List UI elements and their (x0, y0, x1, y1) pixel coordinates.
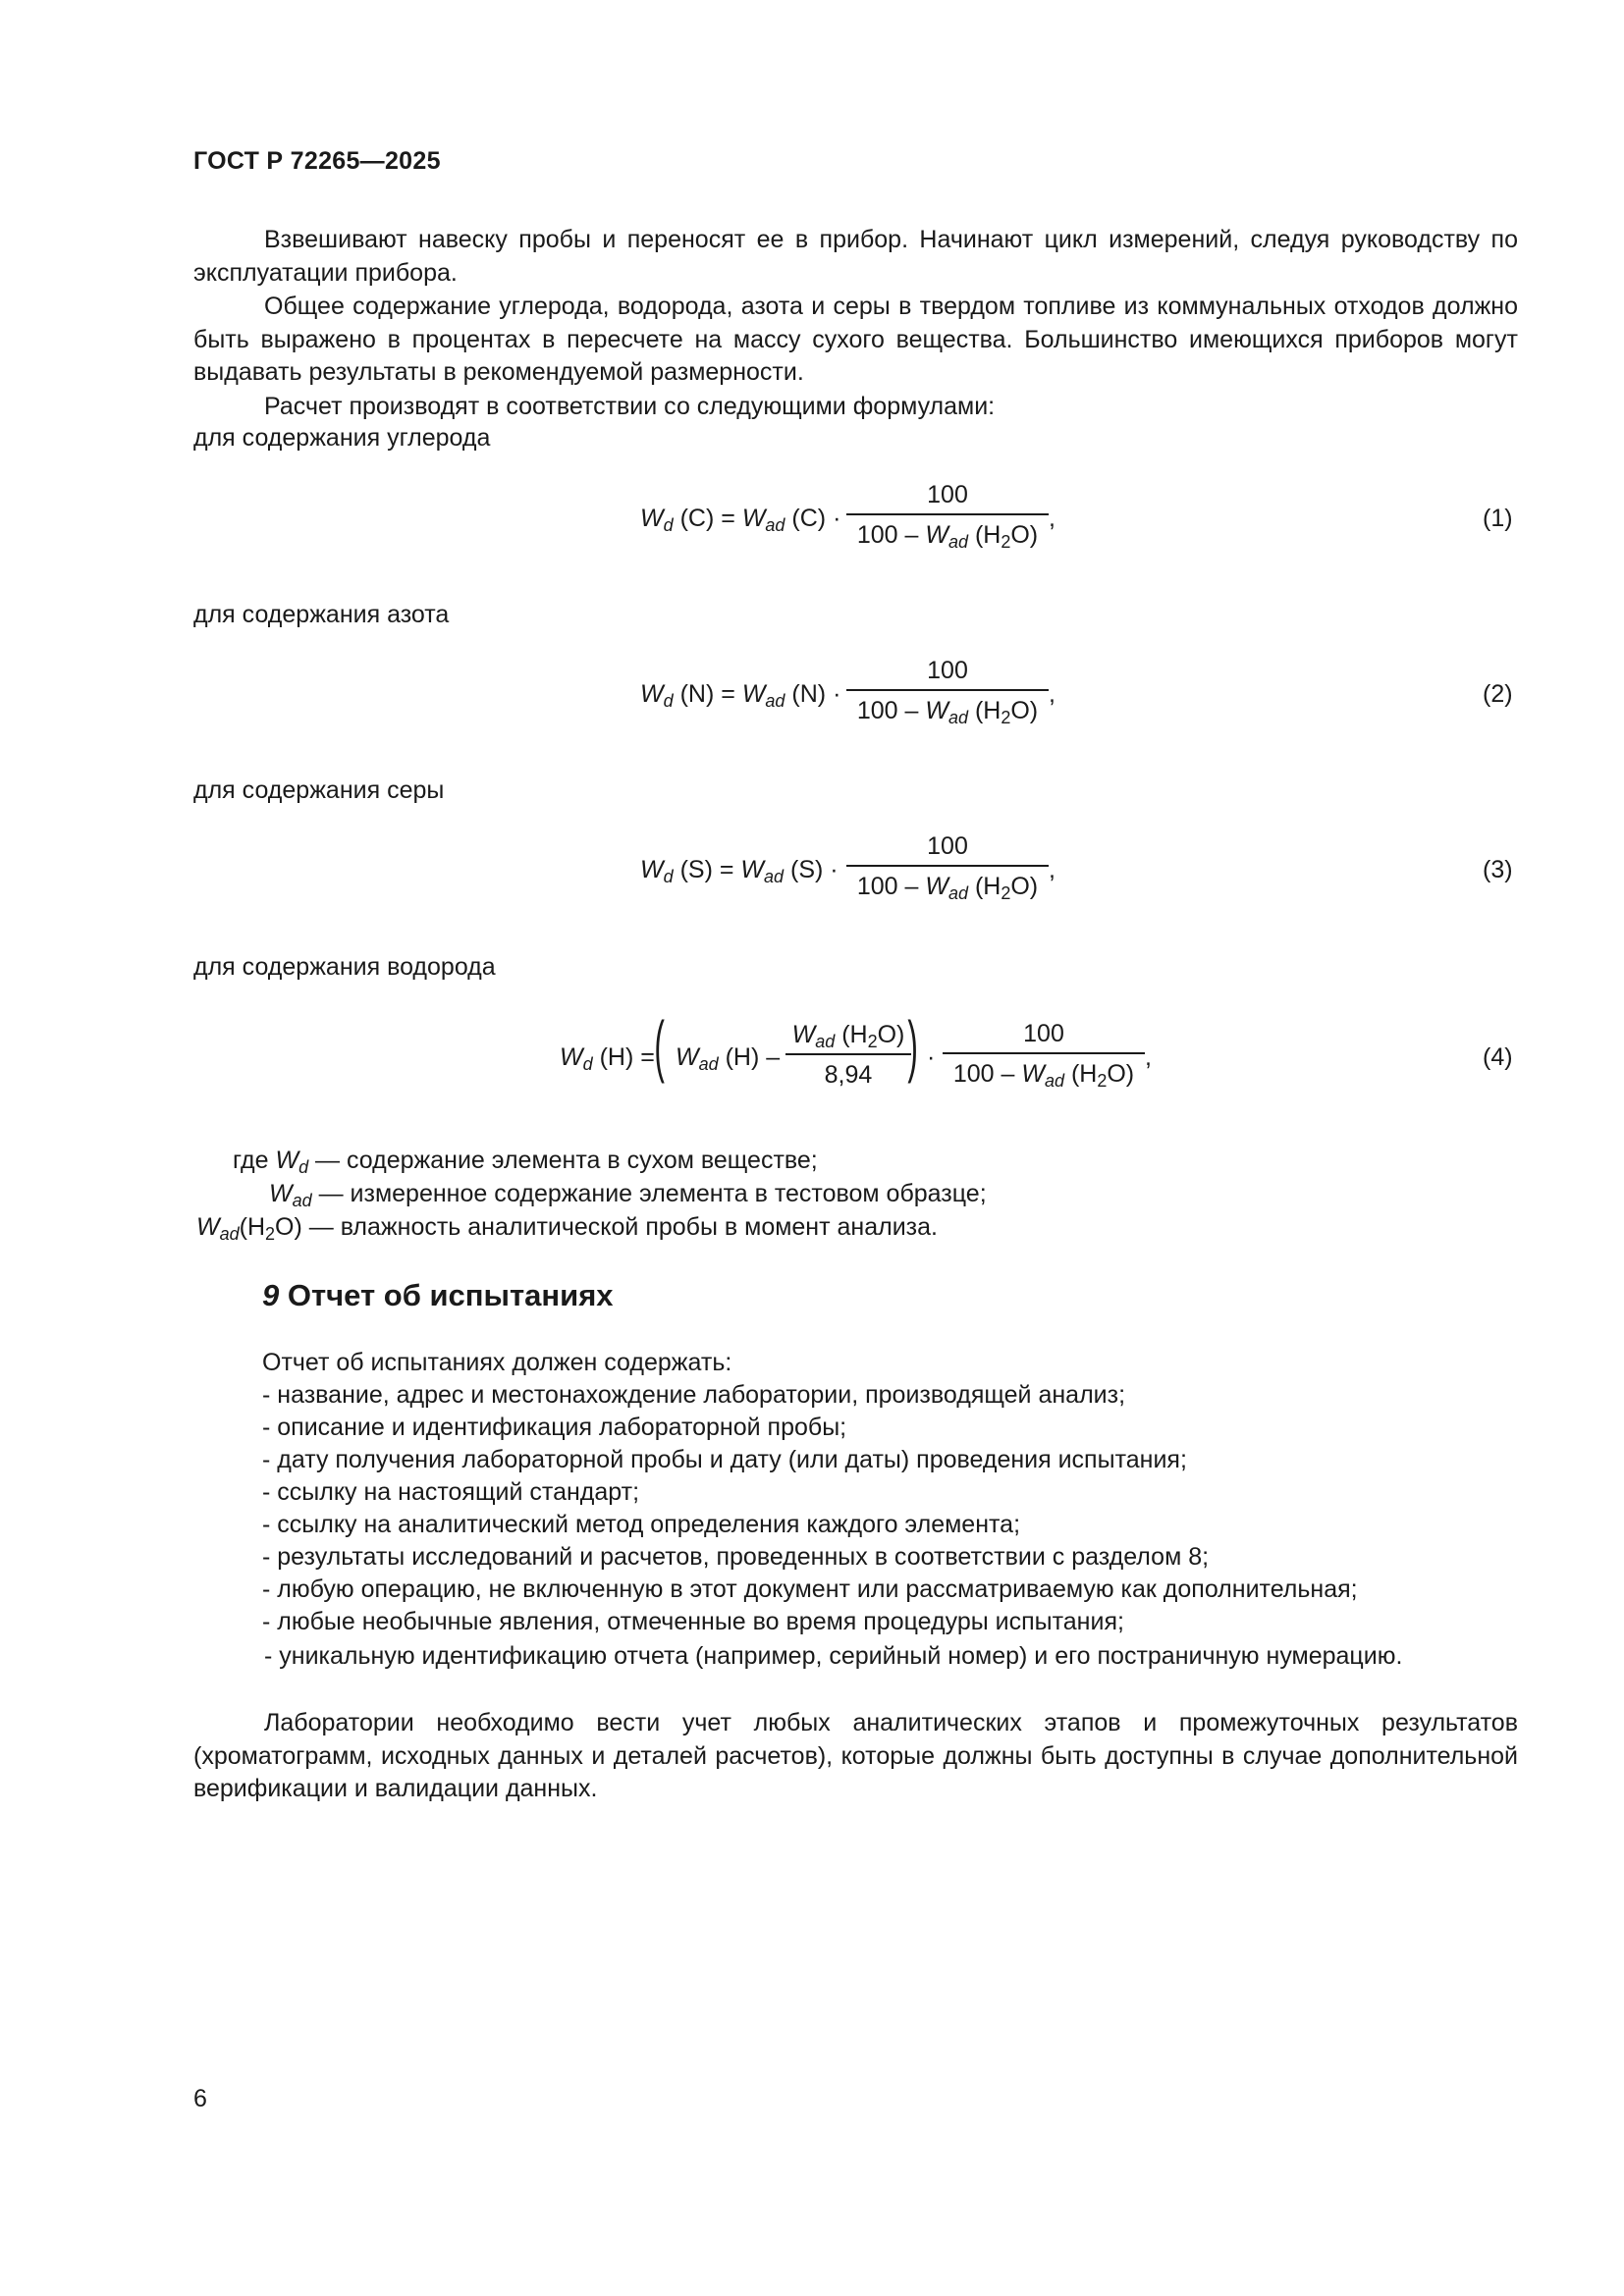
section-9-heading: 9 Отчет об испытаниях (262, 1278, 614, 1312)
list-item: - любую операцию, не включенную в этот документ или рассматриваемую как дополнительная; (262, 1575, 1358, 1603)
legend-wd: где $W_d$ — содержание элемента в сухом веществе; (233, 1147, 818, 1177)
paragraph-closing: Лаборатории необходимо вести учет любых аналитических этапов и промежуточных результатов (хроматограмм, исходных данных и деталей расчетов), которые должны быть доступны в случае дополнительной верификации и валидации данных. (193, 1709, 1518, 1802)
page-number: 6 (193, 2085, 207, 2112)
paragraph-weighing: Взвешивают навеску пробы и переносят ее в прибор. Начинают цикл измерений, следуя руководству по эксплуатации прибора. (193, 226, 1518, 287)
formula-1-fraction: 100 $100 - W_{ad}$ $(H_2O)$ (846, 481, 1049, 550)
formula-3-comma: , (1049, 856, 1056, 883)
formula-4-lhs: $W_d$ (H) = (560, 1043, 655, 1074)
formula-4-left-paren: ( (654, 1007, 665, 1084)
formula-2-number: (2) (1483, 680, 1513, 708)
list-item: - название, адрес и местонахождение лаборатории, производящей анализ; (262, 1381, 1126, 1409)
formula-4-right-paren: ) (907, 1007, 918, 1084)
formula-3-lhs: $W_d$ $(S) = W_{ad}$ (S) · (640, 856, 839, 886)
list-item: - дату получения лабораторной пробы и дату (или даты) проведения испытания; (262, 1446, 1187, 1473)
formula-1-comma: , (1049, 505, 1056, 532)
formula-3-fraction: 100 $100 - W_{ad}$ $(H_2O)$ (846, 832, 1049, 901)
paragraph-total-content: Общее содержание углерода, водорода, азота и серы в твердом топливе из коммунальных отходов должно быть выражено в процентах в пересчете на массу сухого вещества. Большинство имеющихся приборов могут выдавать результаты в рекомендуемой размерности. (193, 293, 1518, 386)
lead-nitrogen: для содержания азота (193, 601, 450, 628)
list-item: - ссылку на аналитический метод определения каждого элемента; (262, 1511, 1021, 1538)
legend-wad-h2o: $W_{ad}(H_2O)$ — влажность аналитической пробы в момент анализа. (196, 1213, 938, 1244)
lead-sulfur: для содержания серы (193, 776, 445, 804)
formula-4-inner-fraction: $W_{ad}$ $(H_2O)$ 8,94 (785, 1021, 911, 1090)
list-item: - любые необычные явления, отмеченные во время процедуры испытания; (262, 1608, 1124, 1635)
legend-wad: $W_{ad}$ — измеренное содержание элемента в тестовом образце; (269, 1180, 987, 1210)
list-item-last: - уникальную идентификацию отчета (например, серийный номер) и его постраничную нумерацию. (264, 1642, 1403, 1670)
document-header: ГОСТ Р 72265—2025 (193, 147, 441, 175)
list-item: - описание и идентификация лабораторной пробы; (262, 1414, 847, 1441)
formula-3-number: (3) (1483, 856, 1513, 883)
formula-2-comma: , (1049, 680, 1056, 708)
formula-4-comma: , (1145, 1043, 1152, 1071)
lead-carbon: для содержания углерода (193, 424, 491, 452)
section-9-intro: Отчет об испытаниях должен содержать: (262, 1349, 732, 1376)
formula-2-lhs: $W_d$ $(N) = W_{ad}$ (N) · (640, 680, 841, 711)
paragraph-calculation: Расчет производят в соответствии со следующими формулами: (264, 393, 996, 420)
formula-4-number: (4) (1483, 1043, 1513, 1071)
list-item: - ссылку на настоящий стандарт; (262, 1478, 640, 1506)
lead-hydrogen: для содержания водорода (193, 953, 496, 981)
formula-4-fraction: 100 $100 - W_{ad}$ $(H_2O)$ (943, 1020, 1145, 1089)
formula-1-number: (1) (1483, 505, 1513, 532)
formula-4-inner-lhs: $W_{ad}$ (H) – (676, 1043, 781, 1074)
formula-1-lhs: $W_d$ $(C) = W_{ad}$ (C) · (640, 505, 841, 535)
list-item: - результаты исследований и расчетов, проведенных в соответствии с разделом 8; (262, 1543, 1210, 1571)
formula-4-dot: · (927, 1043, 936, 1071)
formula-2-fraction: 100 $100 - W_{ad}$ $(H_2O)$ (846, 657, 1049, 725)
